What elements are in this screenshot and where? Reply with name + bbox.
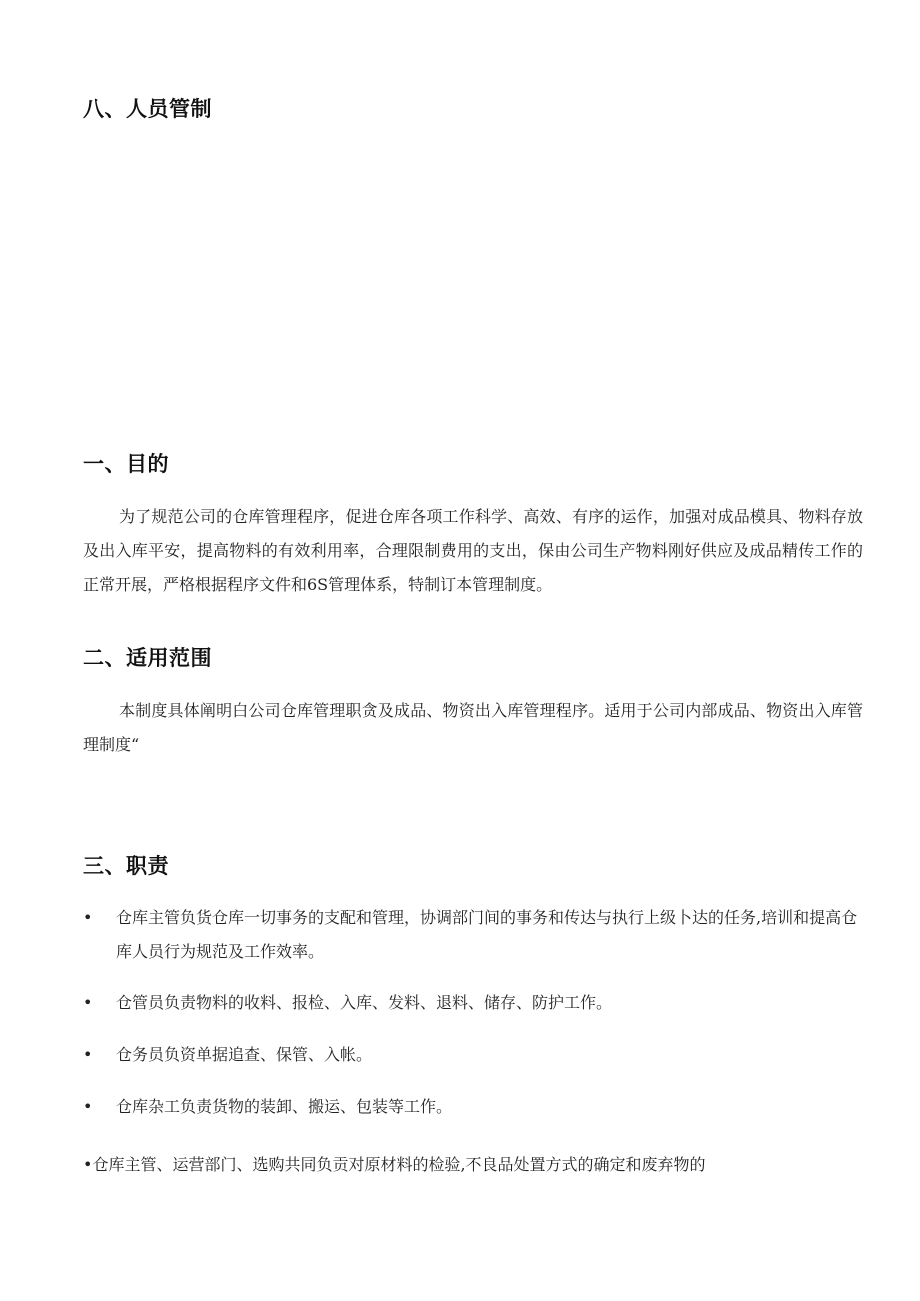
list-item-text: 仓管员负责物料的收料、报检、入库、发料、退料、储存、防护工作。 <box>116 993 613 1012</box>
list-item-text: 仓库主管负货仓库一切事务的支配和管理，协调部门间的事务和传达与执行上级卜达的任务,培训和提高仓库人员行为规范及工作效率。 <box>116 908 858 961</box>
section-heading-duties: 三、职责 <box>83 854 169 878</box>
section-paragraph-scope: 本制度具体阐明白公司仓库管理职贪及成品、物资出入库管理程序。适用于公司内部成品、物资出入库管理制度“ <box>83 701 863 754</box>
list-item-text: 仓库杂工负责货物的装卸、搬运、包装等工作。 <box>116 1097 453 1116</box>
bullet-marker: • <box>83 1045 93 1064</box>
bullet-marker: • <box>83 1097 93 1116</box>
section-heading-purpose: 一、目的 <box>83 452 169 476</box>
bullet-marker: • <box>83 993 93 1012</box>
bullet-marker: • <box>83 908 93 927</box>
section-paragraph-purpose: 为了规范公司的仓库管理程序，促进仓库各项工作科学、高效、有序的运作，加强对成品模具、物料存放及出入库平安，提高物料的有效利用率，合理限制费用的支出，保由公司生产物料刚好供应及成品精传工作的正常开展，严格根据程序文件和6S管理体系，特制订本管理制度。 <box>83 507 863 594</box>
list-item-text: 仓务员负资单据追查、保管、入帐。 <box>116 1045 373 1064</box>
page-title: 八、人员管制 <box>83 97 212 121</box>
section-heading-scope: 二、适用范围 <box>83 646 212 670</box>
trailing-list-line: •仓库主管、运营部门、选购共同负贡对原材料的检验,不良品处置方式的确定和废弃物的 <box>83 1155 706 1174</box>
